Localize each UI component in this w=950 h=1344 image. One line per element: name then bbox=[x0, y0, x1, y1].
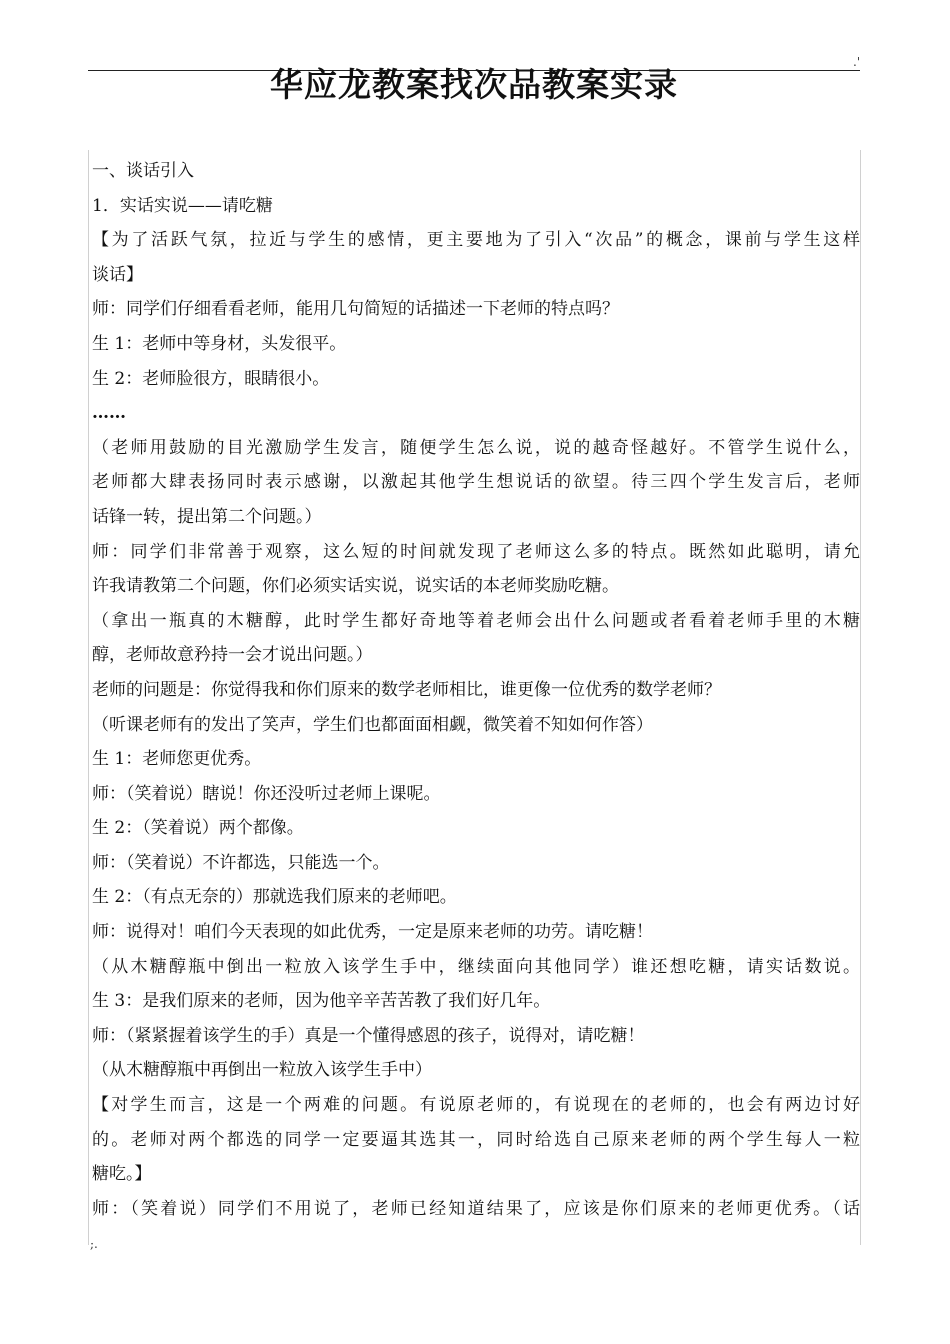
paragraph-line: （从木糖醇瓶中再倒出一粒放入该学生手中） bbox=[92, 1060, 432, 1081]
paragraph-line: 【对学生而言，这是一个两难的问题。有说原老师的，有说现在的老师的，也会有两边讨好 bbox=[92, 1095, 860, 1116]
paragraph-line: 话锋一转，提出第二个问题。） bbox=[92, 506, 322, 527]
paragraph-line: 师：同学们非常善于观察，这么短的时间就发现了老师这么多的特点。既然如此聪明，请允 bbox=[92, 541, 860, 562]
paragraph-line: 的。老师对两个都选的同学一定要逼其选其一，同时给选自己原来老师的两个学生每人一粒 bbox=[92, 1129, 860, 1150]
paragraph-line: 师：（紧紧握着该学生的手）真是一个懂得感恩的孩子，说得对，请吃糖！ bbox=[92, 1025, 645, 1046]
paragraph-line: 生 1：老师中等身材，头发很平。 bbox=[92, 333, 347, 354]
paragraph-line: 师：（笑着说）瞎说！你还没听过老师上课呢。 bbox=[92, 783, 441, 804]
document-body bbox=[92, 154, 860, 1226]
paragraph-line: 糖吃。】 bbox=[92, 1164, 152, 1185]
subsection-heading: 1．实话实说——请吃糖 bbox=[92, 195, 273, 216]
paragraph-line: 生 2：（有点无奈的）那就选我们原来的老师吧。 bbox=[92, 887, 457, 908]
header-corner-mark: .' bbox=[853, 55, 861, 69]
paragraph-line: （从木糖醇瓶中倒出一粒放入该学生手中，继续面向其他同学）谁还想吃糖，请实话数说。 bbox=[92, 956, 860, 977]
paragraph-line: 师：说得对！咱们今天表现的如此优秀，一定是原来老师的功劳。请吃糖！ bbox=[92, 922, 653, 943]
paragraph-line: 生 1：老师您更优秀。 bbox=[92, 749, 262, 770]
paragraph-line: 谈话】 bbox=[92, 264, 143, 285]
paragraph-line: 醇，老师故意矜持一会才说出问题。） bbox=[92, 645, 373, 666]
left-margin-line bbox=[88, 150, 89, 1245]
paragraph-line: 生 2：（笑着说）两个都像。 bbox=[92, 818, 304, 839]
paragraph-line: 师：（笑着说）同学们不用说了，老师已经知道结果了，应该是你们原来的老师更优秀。（话 bbox=[92, 1198, 860, 1219]
paragraph-line: 师：（笑着说）不许都选，只能选一个。 bbox=[92, 852, 390, 873]
paragraph-line: （老师用鼓励的目光激励学生发言，随便学生怎么说，说的越奇怪越好。不管学生说什么， bbox=[92, 437, 860, 458]
ellipsis-line: …… bbox=[92, 403, 126, 424]
paragraph-line: （拿出一瓶真的木糖醇，此时学生都好奇地等着老师会出什么问题或者看着老师手里的木糖 bbox=[92, 610, 860, 631]
page-title: 华应龙教案找次品教案实录 bbox=[270, 65, 678, 104]
paragraph-line: （听课老师有的发出了笑声，学生们也都面面相觑，微笑着不知如何作答） bbox=[92, 714, 653, 735]
paragraph-line: 生 2：老师脸很方，眼睛很小。 bbox=[92, 368, 330, 389]
paragraph-line: 生 3：是我们原来的老师，因为他辛辛苦苦教了我们好几年。 bbox=[92, 991, 551, 1012]
paragraph-line: 师：同学们仔细看看老师，能用几句简短的话描述一下老师的特点吗？ bbox=[92, 299, 619, 320]
section-heading: 一、谈话引入 bbox=[92, 161, 194, 181]
right-margin-line bbox=[860, 150, 861, 1245]
paragraph-line: 老师的问题是：你觉得我和你们原来的数学老师相比，谁更像一位优秀的数学老师？ bbox=[92, 679, 721, 700]
paragraph-line: 老师都大肆表扬同时表示感谢，以激起其他学生想说话的欲望。待三四个学生发言后，老师 bbox=[92, 472, 860, 493]
paragraph-line: 许我请教第二个问题，你们必须实话实说，说实话的本老师奖励吃糖。 bbox=[92, 576, 619, 597]
footer-corner-mark: ;. bbox=[90, 1237, 98, 1251]
paragraph-line: 【为了活跃气氛，拉近与学生的感情，更主要地为了引入“次品”的概念，课前与学生这样 bbox=[92, 230, 860, 251]
